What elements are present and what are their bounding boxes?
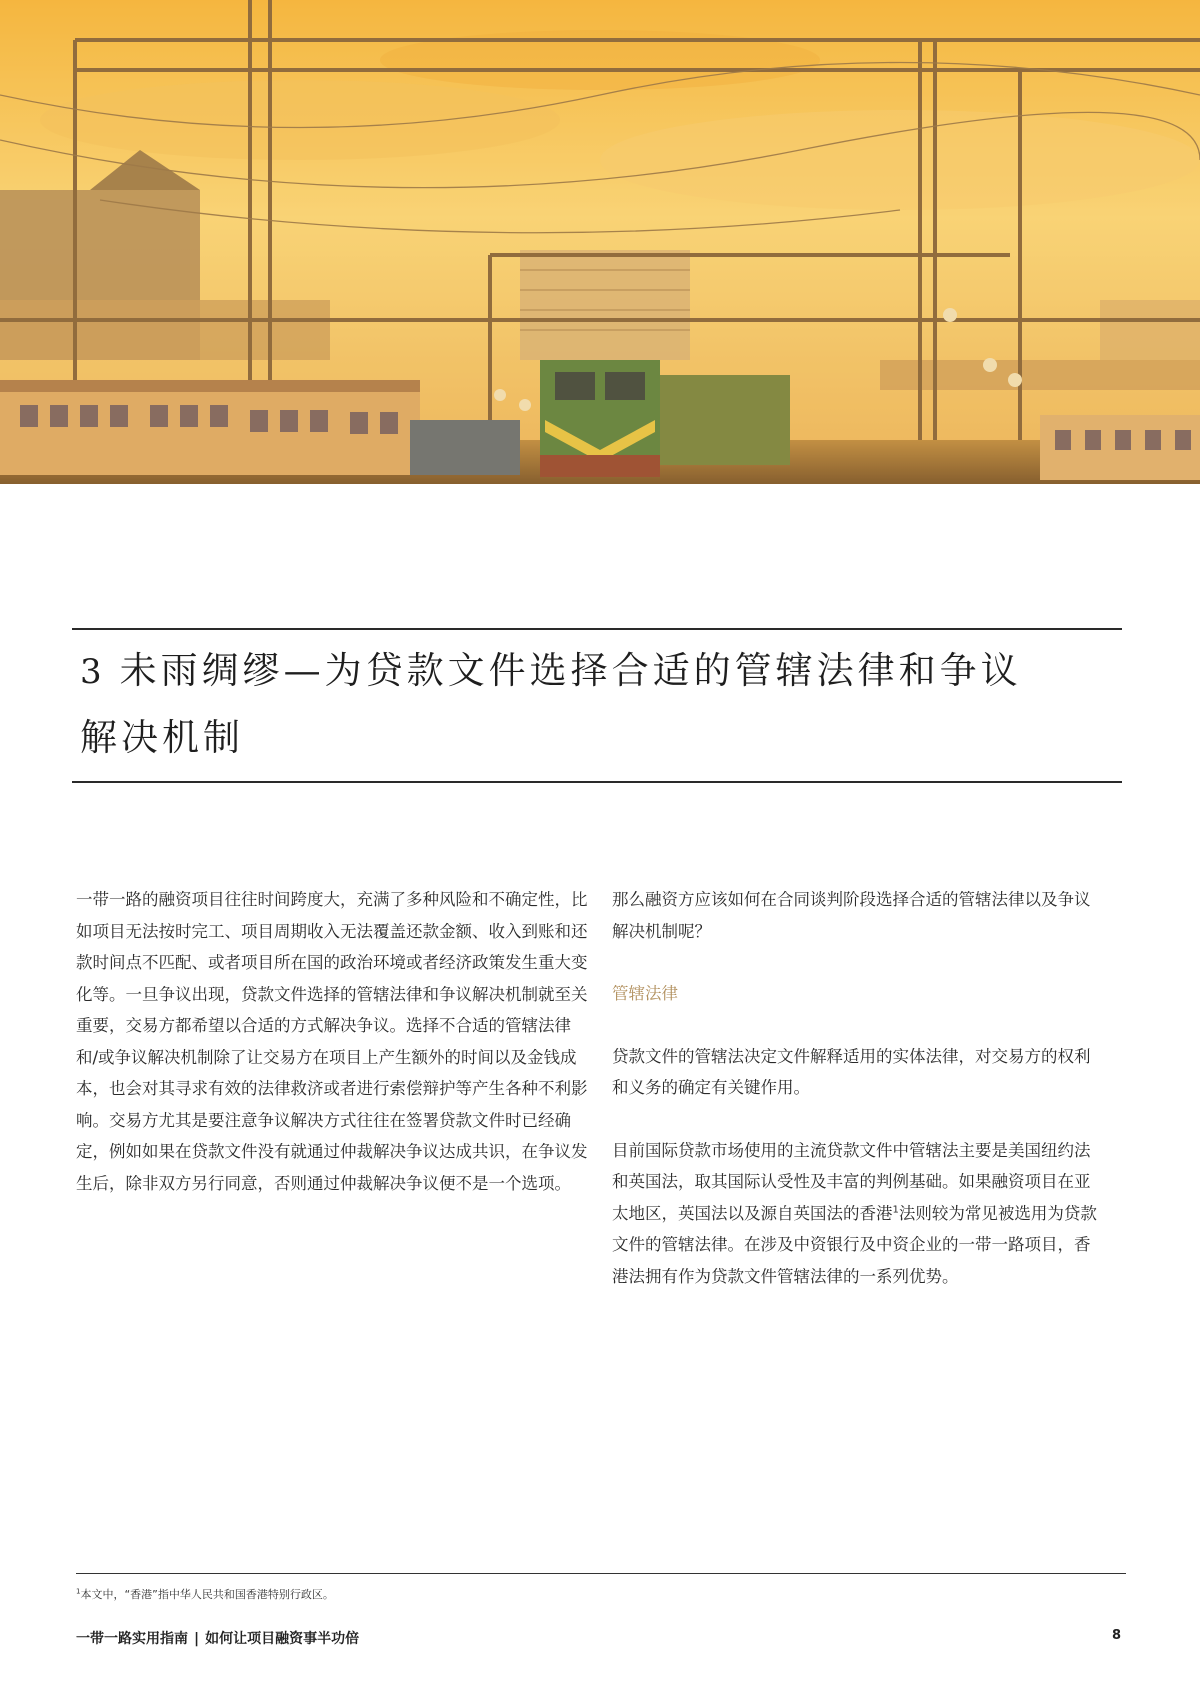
hero-photo bbox=[0, 0, 1200, 484]
page-number: 8 bbox=[1112, 1628, 1122, 1643]
guide-title: 一带一路实用指南 bbox=[76, 1631, 188, 1647]
governing-law-paragraph-1: 贷款文件的管辖法决定文件解释适用的实体法律，对交易方的权利和义务的确定有关键作用。 bbox=[612, 1046, 1091, 1097]
title-line-1: 未雨绸缪—为贷款文件选择合适的管辖法律和争议 bbox=[119, 649, 1022, 692]
footnote-marker: 1 bbox=[76, 1587, 81, 1596]
intro-paragraph: 一带一路的融资项目往往时间跨度大，充满了多种风险和不确定性，比如项目无法按时完工、项目周期收入无法覆盖还款金额、收入到账和还款时间点不匹配、或者项目所在国的政治环境或者经济政策发生重大变化等。一旦争议出现，贷款文件选择的管辖法律和争议解决机制就至关重要，交易方都希望以合适的方式解决争议。选择不合适的管辖法律和/或争议解决机制除了让交易方在项目上产生额外的时间以及金钱成本，也会对其寻求有效的法律救济或者进行索偿辩护等产生各种不利影响。交易方尤其是要注意争议解决方式往往在签署贷款文件时已经确定，例如如果在贷款文件没有就通过仲裁解决争议达成共识，在争议发生后，除非双方另行同意，否则通过仲裁解决争议便不是一个选项。 bbox=[76, 890, 588, 1193]
footer-rule bbox=[76, 1573, 1126, 1574]
heading-bottom-rule bbox=[72, 781, 1122, 783]
left-column bbox=[76, 884, 588, 1199]
footnote-text: 本文中，“香港”指中华人民共和国香港特别行政区。 bbox=[80, 1588, 334, 1601]
question-paragraph: 那么融资方应该如何在合同谈判阶段选择合适的管辖法律以及争议解决机制呢？ bbox=[612, 890, 1091, 941]
title-line-2: 解决机制 bbox=[80, 716, 244, 759]
footer-separator: | bbox=[194, 1631, 200, 1647]
section-heading bbox=[72, 628, 1122, 783]
running-footer bbox=[76, 1628, 359, 1648]
railway-station-illustration bbox=[0, 0, 1200, 484]
section-number: 3 bbox=[80, 652, 106, 692]
right-column bbox=[612, 884, 1104, 1292]
footnote-reference[interactable]: 1 bbox=[892, 1204, 899, 1215]
paragraph-2-part-1: 目前国际贷款市场使用的主流贷款文件中管辖法主要是美国纽约法和英国法，取其国际认受性及丰富的判例基础。如果融资项目在亚太地区，英国法以及源自英国法的香港 bbox=[612, 1140, 1091, 1223]
footnote bbox=[76, 1586, 334, 1602]
governing-law-subheading: 管辖法律 bbox=[612, 984, 678, 1003]
guide-subtitle: 如何让项目融资事半功倍 bbox=[205, 1631, 360, 1647]
page-title bbox=[72, 630, 1122, 781]
governing-law-paragraph-2 bbox=[612, 1135, 1104, 1293]
paragraph-2-part-2: 法则较为常见被选用为贷款文件的管辖法律。在涉及中资银行及中资企业的一带一路项目，香港法拥有作为贷款文件管辖法律的一系列优势。 bbox=[612, 1203, 1097, 1286]
